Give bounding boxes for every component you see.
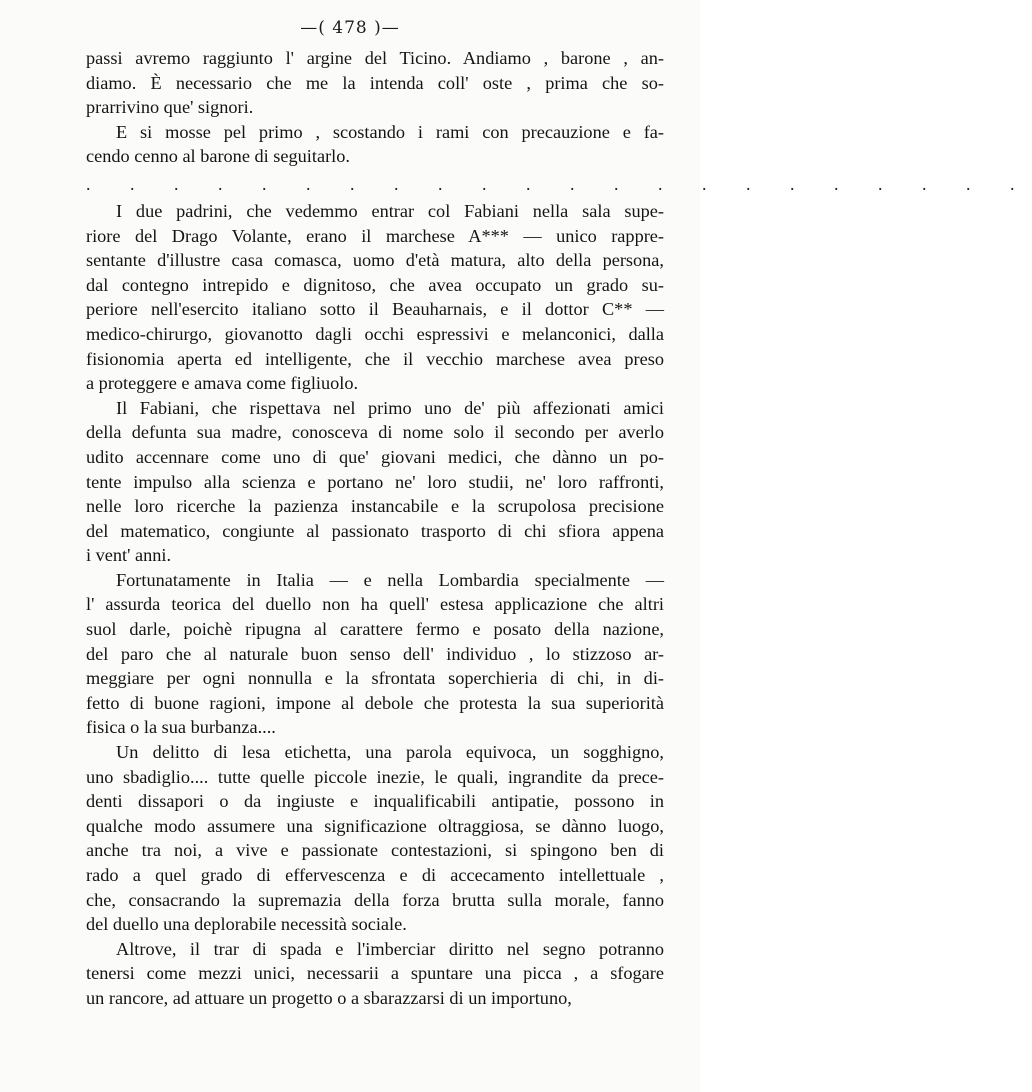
text-line: del paro che al naturale buon senso dell' individuo , lo stizzoso ar- bbox=[86, 643, 664, 664]
text-line: riore del Drago Volante, erano il marchese A*** — unico rappre- bbox=[86, 225, 664, 246]
text-line: suol darle, poichè ripugna al carattere fermo e posato della nazione, bbox=[86, 619, 664, 640]
text-line: E si mosse pel primo , scostando i rami con precauzione e fa- bbox=[116, 121, 664, 142]
text-line: fisionomia aperta ed intelligente, che il vecchio marchese avea preso bbox=[86, 348, 664, 369]
text-line: uno sbadiglio.... tutte quelle piccole inezie, le quali, ingrandite da prece- bbox=[86, 766, 664, 787]
text-line: tente impulso alla scienza e portano ne' loro studii, ne' loro raffronti, bbox=[86, 471, 664, 492]
text-line: dal contegno intrepido e dignitoso, che avea occupato un grado su- bbox=[86, 274, 664, 295]
text-line: fetto di buone ragioni, impone al debole che protesta la sua superiorità bbox=[86, 692, 664, 713]
body-text bbox=[86, 46, 1032, 1011]
text-line: qualche modo assumere una significazione oltraggiosa, se dànno luogo, bbox=[86, 815, 664, 836]
text-line: i vent' anni. bbox=[86, 545, 172, 566]
text-line: I due padrini, che vedemmo entrar col Fabiani nella sala supe- bbox=[116, 200, 664, 221]
text-line: l' assurda teorica del duello non ha quell' estesa applicazione che altri bbox=[86, 594, 664, 615]
text-line: che, consacrando la supremazia della forza brutta sulla morale, fanno bbox=[86, 889, 664, 910]
text-line: Un delitto di lesa etichetta, una parola equivoca, un sogghigno, bbox=[116, 742, 664, 763]
text-line: meggiare per ogni nonnulla e la sfrontata soperchieria di chi, in di- bbox=[86, 668, 664, 689]
text-line: cendo cenno al barone di seguitarlo. bbox=[86, 146, 350, 167]
text-line: del duello una deplorabile necessità sociale. bbox=[86, 914, 407, 935]
text-line: Fortunatamente in Italia — e nella Lombardia specialmente — bbox=[116, 569, 664, 590]
text-line: a proteggere e amava come figliuolo. bbox=[86, 373, 359, 394]
page-number-header: —( 478 )— bbox=[300, 18, 400, 38]
text-line: un rancore, ad attuare un progetto o a sbarazzarsi di un importuno, bbox=[86, 987, 572, 1008]
text-line: tenersi come mezzi unici, necessarii a spuntare una picca , a sfogare bbox=[86, 963, 664, 984]
text-line: udito accennare come uno di que' giovani medici, che dànno un po- bbox=[86, 446, 664, 467]
text-line: nelle loro ricerche la pazienza instancabile e la scrupolosa precisione bbox=[86, 496, 664, 517]
section-separator: . . . . . . . . . . . . . . . . . . . . . . bbox=[86, 173, 1032, 194]
text-line: anche tra noi, a vive e passionate contestazioni, si spingono ben di bbox=[86, 840, 664, 861]
text-line: prarrivino que' signori. bbox=[86, 97, 254, 118]
text-line: del matematico, congiunte al passionato trasporto di chi sfiora appena bbox=[86, 520, 664, 541]
text-line: passi avremo raggiunto l' argine del Ticino. Andiamo , barone , an- bbox=[86, 48, 664, 68]
text-line: sentante d'illustre casa comasca, uomo d'età matura, alto della persona, bbox=[86, 250, 664, 271]
text-line: diamo. È necessario che me la intenda coll' oste , prima che so- bbox=[86, 72, 664, 93]
text-line: medico-chirurgo, giovanotto dagli occhi espressivi e melanconici, dalla bbox=[86, 323, 664, 344]
text-line: Altrove, il trar di spada e l'imberciar diritto nel segno potranno bbox=[116, 938, 664, 959]
text-line: rado a quel grado di effervescenza e di accecamento intellettuale , bbox=[86, 865, 664, 885]
text-line: della defunta sua madre, conosceva di nome solo il secondo per averlo bbox=[86, 422, 664, 443]
text-line: Il Fabiani, che rispettava nel primo uno de' più affezionati amici bbox=[116, 397, 664, 418]
text-line: denti dissapori o da ingiuste e inqualificabili antipatie, possono in bbox=[86, 791, 664, 812]
text-line: periore nell'esercito italiano sotto il Beauharnais, e il dottor C** — bbox=[86, 299, 664, 320]
text-line: fisica o la sua burbanza.... bbox=[86, 717, 276, 738]
